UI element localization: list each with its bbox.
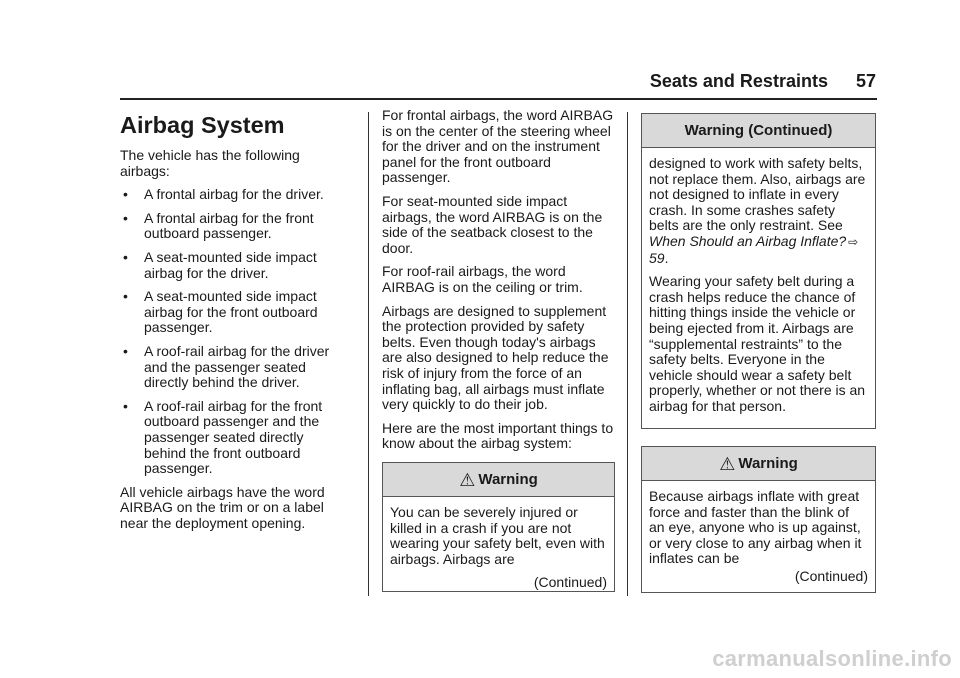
bullet-icon: • — [123, 186, 128, 203]
list-item-text: A frontal airbag for the front outboard passenger. — [144, 209, 314, 242]
warning-triangle-icon: ⚠ — [719, 454, 736, 474]
section-title: Seats and Restraints — [649, 71, 828, 91]
list-item-text: A roof-rail airbag for the driver and the passenger seated directly behind the driver. — [144, 342, 330, 391]
warning-text: Because airbags inflate with great force and faster than the blink of an eye, anyone who is up against, or very close to any airbag when it inflates can be — [649, 488, 862, 567]
warning-header — [383, 463, 614, 497]
list-item — [120, 344, 344, 391]
warning-triangle-icon: ⚠ — [459, 470, 476, 490]
warning-continued-body — [642, 148, 875, 427]
bullet-icon: • — [123, 397, 128, 414]
header-rule — [120, 98, 877, 100]
closing-text: All vehicle airbags have the word AIRBAG on the trim or on a label near the deployment opening. — [120, 483, 325, 531]
bullet-icon: • — [123, 209, 128, 226]
intro-text: The vehicle has the following airbags: — [120, 147, 300, 179]
cross-reference-title: When Should an Airbag Inflate? — [649, 232, 847, 249]
warning-body — [642, 481, 875, 597]
paragraph: For seat-mounted side impact airbags, the word AIRBAG is on the side of the seatback closest to the door. — [382, 192, 603, 256]
list-item — [120, 187, 344, 203]
warning-text — [649, 156, 868, 266]
list-item-text: A seat-mounted side impact airbag for the front outboard passenger. — [144, 288, 318, 336]
continued-label: (Continued) — [794, 567, 868, 584]
column-divider — [368, 112, 369, 596]
paragraph: For frontal airbags, the word AIRBAG is on the center of the steering wheel for the driver and on the instrument panel for the front outboard passenger. — [382, 107, 614, 186]
column-1 — [120, 112, 344, 539]
list-item-text: A seat-mounted side impact airbag for the driver. — [144, 248, 317, 281]
page-reference-icon: ⇨ — [848, 234, 859, 249]
column-divider — [627, 112, 628, 596]
warning-continued-header: Warning (Continued) — [642, 114, 875, 148]
warning-text: You can be severely injured or killed in a crash if you are not wearing your safety belt, even with airbags. Airbags are — [390, 504, 605, 567]
section-heading: Airbag System — [120, 112, 285, 138]
cross-reference-page: 59 — [649, 249, 665, 266]
list-item — [120, 289, 344, 336]
column-2 — [382, 108, 614, 460]
watermark: carmanualsonline.info — [712, 646, 952, 671]
list-item — [120, 399, 344, 477]
continued-label: (Continued) — [533, 574, 607, 591]
cross-reference-link[interactable] — [649, 233, 860, 266]
page-number: 57 — [855, 71, 876, 91]
warning-text: Wearing your safety belt during a crash helps reduce the chance of hitting things inside the vehicle or being ejected from it. Airbags are “supplemental restraints” to the safety belts. Everyone in the vehicle should wear a safety belt properly, whether or not there is an airbag for that person. — [649, 273, 866, 414]
airbag-list — [120, 187, 344, 477]
bullet-icon: • — [123, 248, 128, 265]
paragraph: For roof-rail airbags, the word AIRBAG is on the ceiling or trim. — [382, 263, 583, 295]
paragraph: Here are the most important things to know about the airbag system: — [382, 419, 614, 452]
warning-title: Warning — [478, 471, 538, 488]
warning-header — [642, 447, 875, 481]
list-item — [120, 250, 344, 281]
list-item-text: A roof-rail airbag for the front outboard passenger and the passenger seated directly behind the front outboard passenger. — [144, 397, 323, 477]
paragraph: Airbags are designed to supplement the protection provided by safety belts. Even though today's airbags are also designed to help reduce the risk of injury from the force of an inflating bag, all airbags must inflate very quickly to do their job. — [382, 302, 609, 413]
warning-text-part: designed to work with safety belts, not replace them. Also, airbags are not designed to inflate in every crash. In some crashes safety belts are the only restraint. See — [649, 155, 866, 234]
warning-box — [382, 462, 615, 592]
list-item — [120, 211, 344, 242]
bullet-icon: • — [123, 288, 128, 305]
page-header — [600, 71, 876, 92]
list-item-text: A frontal airbag for the driver. — [144, 186, 324, 203]
bullet-icon: • — [123, 342, 128, 359]
warning-body — [383, 497, 614, 603]
warning-title: Warning — [738, 455, 798, 472]
warning-continued-box — [641, 113, 876, 429]
warning-box-2 — [641, 446, 876, 593]
sentence-end: . — [664, 249, 669, 266]
